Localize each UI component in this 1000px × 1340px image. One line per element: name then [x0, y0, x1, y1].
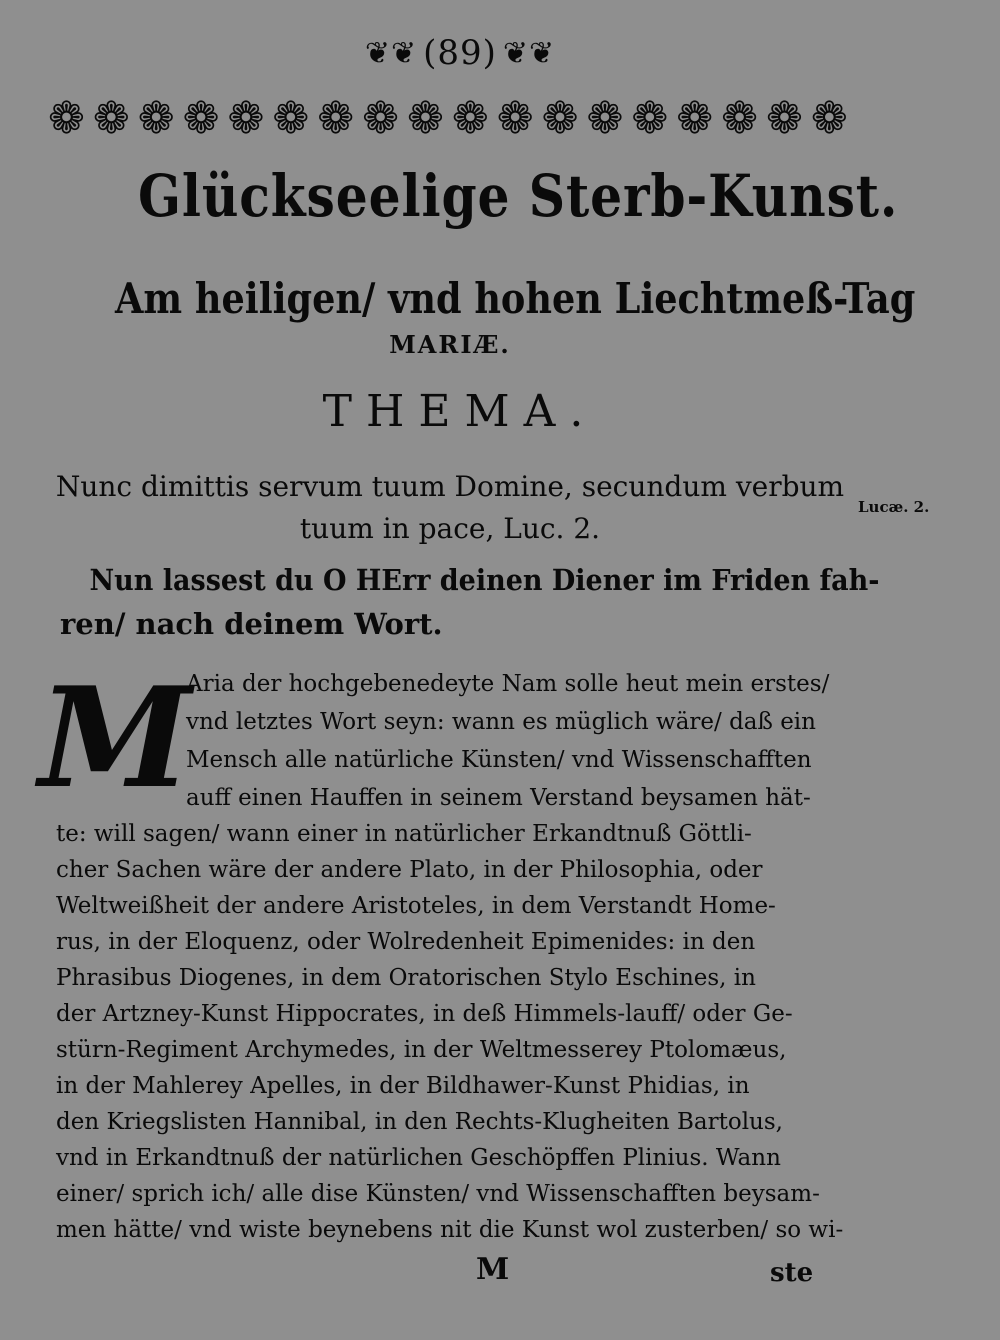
- body-line: stürn-Regiment Archymedes, in der Weltmesserey Ptolomæus,: [56, 1037, 787, 1063]
- margin-reference: Lucæ. 2.: [858, 498, 930, 516]
- body-line: Aria der hochgebenedeyte Nam solle heut mein erstes/: [186, 671, 830, 697]
- drop-cap: M: [38, 656, 192, 819]
- sermon-title: Glückseelige Sterb-Kunst.: [138, 162, 899, 230]
- fleuron-right-icon: ❦❦: [502, 35, 556, 71]
- signature-mark: M: [476, 1252, 510, 1287]
- body-line: cher Sachen wäre der andere Plato, in der Philosophia, oder: [56, 857, 763, 883]
- latin-verse-line: Nunc dimittis servum tuum Domine, secundum verbum: [55, 470, 845, 503]
- thema-heading: THEMA.: [322, 386, 598, 437]
- german-verse-line: ren/ nach deinem Wort.: [60, 607, 443, 641]
- body-line: in der Mahlerey Apelles, in der Bildhawer-Kunst Phidias, in: [56, 1073, 750, 1099]
- body-line: te: will sagen/ wann einer in natürlicher Erkandtnuß Göttli-: [56, 821, 752, 847]
- body-line: vnd letztes Wort seyn: wann es müglich wäre/ daß ein: [186, 709, 816, 735]
- catchword: ste: [770, 1258, 814, 1288]
- body-line: vnd in Erkandtnuß der natürlichen Geschöpffen Plinius. Wann: [56, 1145, 781, 1171]
- body-line: men hätte/ vnd wiste beynebens nit die Kunst wol zusterben/ so wi-: [56, 1217, 844, 1243]
- fleuron-left-icon: ❦❦: [364, 35, 418, 71]
- feast-name: MARIÆ.: [389, 330, 511, 359]
- ornamental-border-icon: ❁ ❁ ❁ ❁ ❁ ❁ ❁ ❁ ❁ ❁ ❁ ❁ ❁ ❁ ❁ ❁ ❁ ❁: [48, 92, 848, 144]
- body-line: einer/ sprich ich/ alle dise Künsten/ vnd Wissenschafften beysam-: [56, 1181, 820, 1207]
- sermon-subtitle: Am heiligen/ vnd hohen Liechtmeß-Tag: [115, 274, 916, 323]
- body-line: Mensch alle natürliche Künsten/ vnd Wissenschafften: [186, 747, 812, 773]
- body-line: Weltweißheit der andere Aristoteles, in dem Verstandt Home-: [56, 893, 776, 919]
- body-line: der Artzney-Kunst Hippocrates, in deß Himmels-lauff/ oder Ge-: [56, 1001, 793, 1027]
- latin-verse-line: tuum in pace, Luc. 2.: [299, 512, 601, 545]
- page-number: (89): [423, 33, 497, 73]
- body-line: Phrasibus Diogenes, in dem Oratorischen Stylo Eschines, in: [56, 965, 756, 991]
- body-line: den Kriegslisten Hannibal, in den Rechts-Klugheiten Bartolus,: [56, 1109, 783, 1135]
- german-verse-line: Nun lassest du O HErr deinen Diener im Friden fah-: [89, 563, 880, 597]
- body-line: auff einen Hauffen in seinem Verstand beysamen hät-: [186, 785, 811, 811]
- body-line: rus, in der Eloquenz, oder Wolredenheit Epimenides: in den: [56, 929, 756, 955]
